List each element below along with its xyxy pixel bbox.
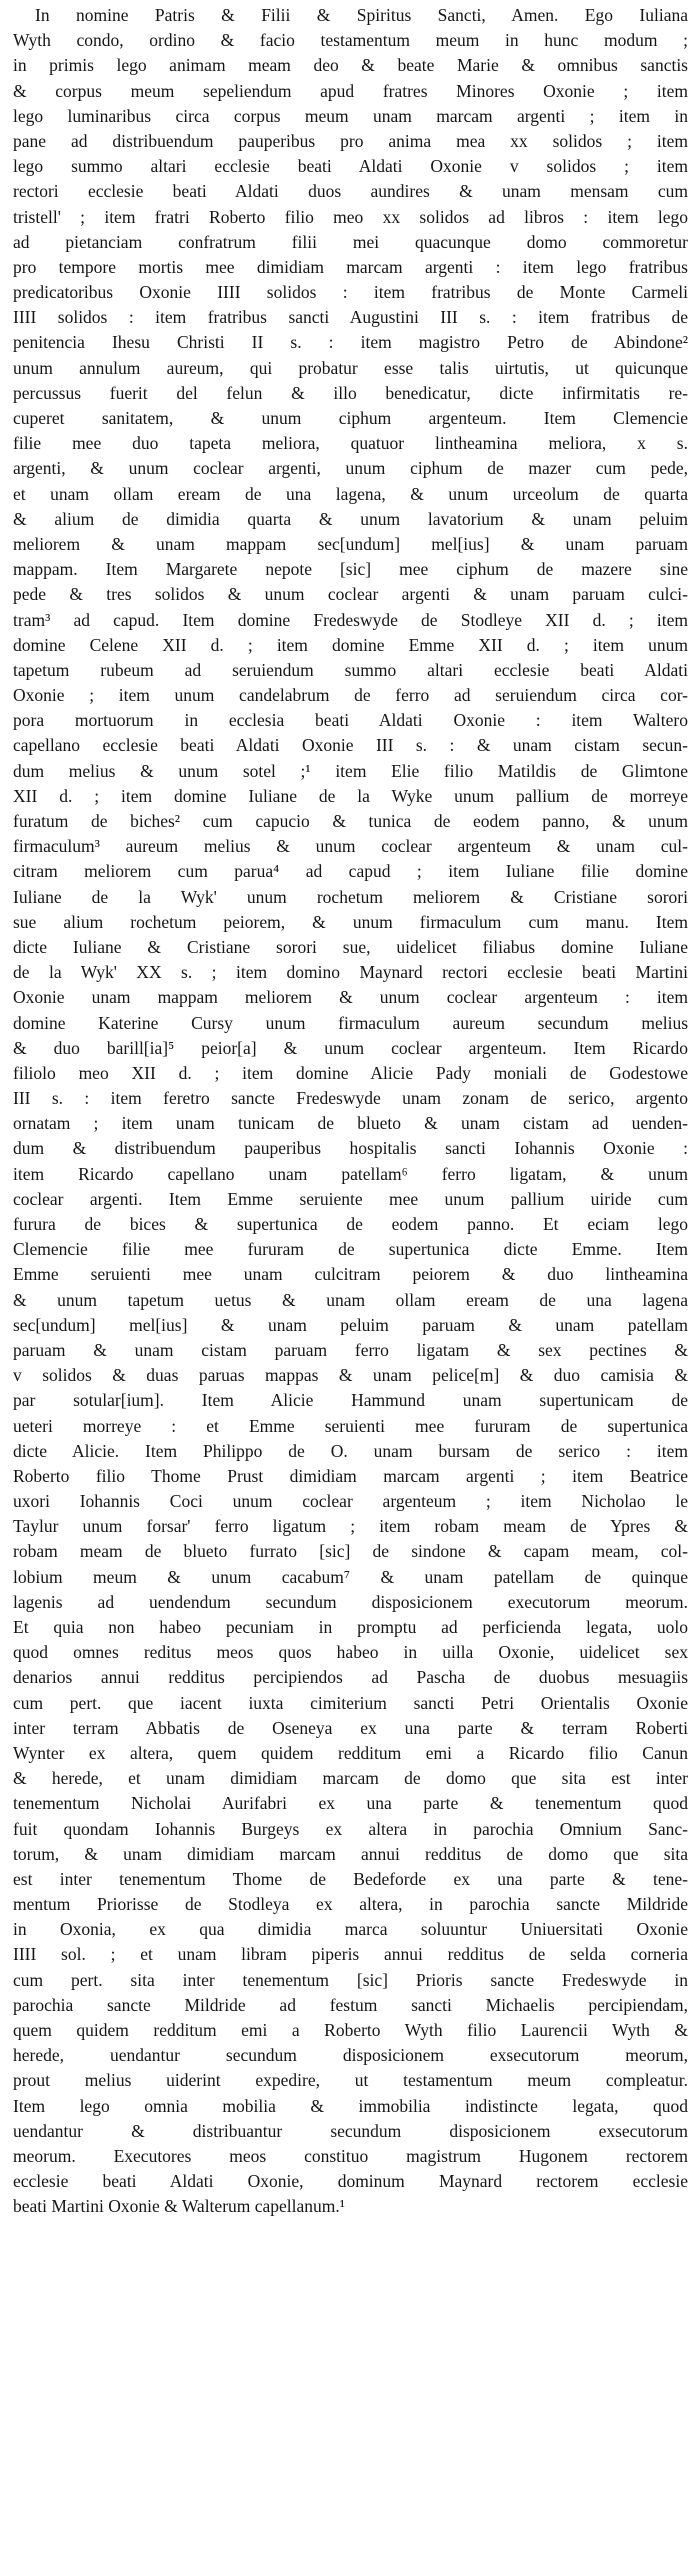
text-line: furura de bices & supertunica de eodem panno. Et eciam lego [13, 1214, 688, 1234]
text-line: v solidos & duas paruas mappas & unam pelice[m] & duo camisia & [13, 1365, 688, 1386]
text-line: penitencia Ihesu Christi II s. : item magistro Petro de Abindone² [13, 332, 688, 353]
text-line: robam meam de blueto furrato [sic] de sindone & capam meam, col- [13, 1541, 688, 1562]
text-line: quod omnes reditus meos quos habeo in uilla Oxonie, uidelicet sex [13, 1642, 688, 1663]
text-line: uxori Iohannis Coci unum coclear argenteum ; item Nicholao le [13, 1491, 688, 1512]
text-line: dicte Iuliane & Cristiane sorori sue, uidelicet filiabus domine Iuliane [13, 936, 688, 957]
text-line: tapetum rubeum ad seruiendum summo altari ecclesie beati Aldati [13, 659, 688, 680]
text-line: ornatam ; item unam tunicam de blueto & unam cistam ad uenden- [13, 1113, 688, 1134]
text-line: quem quidem redditum emi a Roberto Wyth filio Laurencii Wyth & [13, 2020, 688, 2040]
text-line: pro tempore mortis mee dimidiam marcam argenti : item lego fratribus [13, 256, 688, 277]
text-line: furatum de biches² cum capucio & tunica de eodem panno, & unum [13, 811, 688, 831]
text-line: III s. : item feretro sancte Fredeswyde unam zonam de serico, argento [13, 1088, 688, 1109]
text-line: & corpus meum sepeliendum apud fratres Minores Oxonie ; item [13, 80, 688, 101]
text-line: meliorem & unam mappam sec[undum] mel[ius] & unam paruam [13, 533, 688, 554]
text-line: sue alium rochetum peiorem, & unum firmaculum cum manu. Item [13, 911, 688, 932]
text-line: Roberto filio Thome Prust dimidiam marcam argenti ; item Beatrice [13, 1465, 688, 1486]
text-line: torum, & unam dimidiam marcam annui redditus de domo que sita [13, 1843, 688, 1864]
text-line: pede & tres solidos & unum coclear argenti & unam paruam culci- [13, 584, 688, 605]
text-line: de la Wyk' XX s. ; item domino Maynard rectori ecclesie beati Martini [13, 962, 688, 983]
text-line: item Ricardo capellano unam patellam⁶ ferro ligatam, & unum [13, 1163, 688, 1184]
text-line: cum pert. sita inter tenementum [sic] Prioris sancte Fredeswyde in [13, 1969, 688, 1990]
text-line: In nomine Patris & Filii & Spiritus Sancti, Amen. Ego Iuliana [35, 5, 688, 25]
text-line: Iuliane de la Wyk' unum rochetum meliorem & Cristiane sorori [13, 886, 688, 907]
text-line: lego summo altari ecclesie beati Aldati Oxonie v solidos ; item [13, 156, 688, 177]
text-line: lagenis ad uendendum secundum disposicionem executorum meorum. [13, 1591, 688, 1612]
text-line: capellano ecclesie beati Aldati Oxonie III s. : & unam cistam secun- [13, 735, 688, 756]
text-line: tristell' ; item fratri Roberto filio meo xx solidos ad libros : item lego [13, 206, 688, 227]
text-line: et unam ollam eream de una lagena, & unum urceolum de quarta [13, 483, 688, 504]
text-line: domine Celene XII d. ; item domine Emme XII d. ; item unum [13, 634, 688, 655]
text-line: beati Martini Oxonie & Walterum capellanum.¹ [13, 2196, 346, 2217]
text-line: firmaculum³ aureum melius & unum coclear argenteum & unam cul- [13, 836, 688, 857]
text-line: pora mortuorum in ecclesia beati Aldati Oxonie : item Waltero [13, 710, 688, 731]
text-line: est inter tenementum Thome de Bedeforde ex una parte & tene- [13, 1868, 688, 1889]
text-line: dum & distribuendum pauperibus hospitalis sancti Iohannis Oxonie : [13, 1138, 688, 1159]
text-line: argenti, & unum coclear argenti, unum ciphum de mazer cum pede, [13, 458, 688, 479]
text-line: herede, uendantur secundum disposicionem exsecutorum meorum, [13, 2045, 688, 2066]
text-line: denarios annui redditus percipiendos ad Pascha de duobus mesuagiis [13, 1667, 688, 1688]
text-line: cum pert. que iacent iuxta cimiterium sancti Petri Orientalis Oxonie [13, 1692, 688, 1713]
text-line: filie mee duo tapeta meliora, quatuor lintheamina meliora, x s. [13, 433, 688, 454]
text-line: lobium meum & unum cacabum⁷ & unam patellam de quinque [13, 1566, 688, 1587]
text-line: prout melius uiderint expedire, ut testamentum meum compleatur. [13, 2070, 688, 2091]
text-line: Item lego omnia mobilia & immobilia indistincte legata, quod [13, 2095, 688, 2116]
text-line: Oxonie unam mappam meliorem & unum coclear argenteum : item [13, 987, 688, 1008]
text-line: cuperet sanitatem, & unum ciphum argenteum. Item Clemencie [13, 408, 688, 428]
text-line: IIII solidos : item fratribus sancti Augustini III s. : item fratribus de [13, 307, 688, 328]
text-line: Et quia non habeo pecuniam in promptu ad perficienda legata, uolo [13, 1617, 688, 1637]
text-line: par sotular[ium]. Item Alicie Hammund unam supertunicam de [13, 1390, 688, 1411]
text-line: Wynter ex altera, quem quidem redditum emi a Ricardo filio Canun [13, 1742, 688, 1763]
text-line: IIII sol. ; et unam libram piperis annui redditus de selda corneria [13, 1944, 688, 1965]
text-line: Wyth condo, ordino & facio testamentum meum in hunc modum ; [13, 30, 688, 51]
text-line: parochia sancte Mildride ad festum sancti Michaelis percipiendam, [13, 1994, 688, 2015]
text-line: & herede, et unam dimidiam marcam de domo que sita est inter [13, 1768, 688, 1789]
text-line: in Oxonia, ex qua dimidia marca soluuntur Uniuersitati Oxonie [13, 1919, 688, 1940]
text-line: dum melius & unum sotel ;¹ item Elie filio Matildis de Glimtone [13, 760, 688, 781]
text-line: Clemencie filie mee fururam de supertunica dicte Emme. Item [13, 1239, 688, 1260]
text-line: rectori ecclesie beati Aldati duos aundires & unam mensam cum [13, 181, 688, 202]
text-line: domine Katerine Cursy unum firmaculum aureum secundum melius [13, 1012, 688, 1033]
text-line: ueteri morreye : et Emme seruienti mee fururam de supertunica [13, 1415, 688, 1436]
text-line: Taylur unum forsar' ferro ligatum ; item robam meam de Ypres & [13, 1516, 688, 1537]
text-line: tram³ ad capud. Item domine Fredeswyde de Stodleye XII d. ; item [13, 609, 688, 630]
text-line: in primis lego animam meam deo & beate Marie & omnibus sanctis [13, 55, 688, 76]
text-line: inter terram Abbatis de Oseneya ex una parte & terram Roberti [13, 1717, 688, 1738]
text-line: & alium de dimidia quarta & unum lavatorium & unam peluim [13, 508, 688, 529]
text-line: & unum tapetum uetus & unam ollam eream de una lagena [13, 1289, 688, 1310]
text-line: coclear argenti. Item Emme seruiente mee unum pallium uiride cum [13, 1188, 688, 1209]
text-line: unum annulum aureum, qui probatur esse talis uirtutis, ut quicunque [13, 357, 688, 378]
text-line: Emme seruienti mee unam culcitram peiorem & duo lintheamina [13, 1264, 688, 1285]
text-line: mappam. Item Margarete nepote [sic] mee ciphum de mazere sine [13, 559, 688, 580]
text-line: XII d. ; item domine Iuliane de la Wyke unum pallium de morreye [13, 785, 688, 806]
text-line: & duo barill[ia]⁵ peior[a] & unum coclear argenteum. Item Ricardo [13, 1037, 688, 1058]
text-line: lego luminaribus circa corpus meum unam marcam argenti ; item in [13, 105, 688, 126]
text-line: Oxonie ; item unum candelabrum de ferro ad seruiendum circa cor- [13, 685, 688, 706]
text-line: tenementum Nicholai Aurifabri ex una parte & tenementum quod [13, 1793, 688, 1814]
text-line: pane ad distribuendum pauperibus pro anima mea xx solidos ; item [13, 130, 688, 151]
text-line: uendantur & distribuantur secundum disposicionem exsecutorum [13, 2120, 688, 2141]
text-line: fuit quondam Iohannis Burgeys ex altera in parochia Omnium Sanc- [13, 1818, 688, 1839]
text-line: ecclesie beati Aldati Oxonie, dominum Maynard rectorem ecclesie [13, 2171, 688, 2192]
text-line: meorum. Executores meos constituo magistrum Hugonem rectorem [13, 2145, 688, 2166]
text-line: citram meliorem cum parua⁴ ad capud ; item Iuliane filie domine [13, 861, 688, 882]
text-line: dicte Alicie. Item Philippo de O. unam bursam de serico : item [13, 1440, 688, 1461]
text-line: paruam & unam cistam paruam ferro ligatam & sex pectines & [13, 1339, 688, 1360]
text-line: percussus fuerit del felun & illo benedicatur, dicte infirmitatis re- [13, 382, 688, 403]
text-line: sec[undum] mel[ius] & unam peluim paruam & unam patellam [13, 1314, 688, 1335]
text-line: mentum Priorisse de Stodleya ex altera, in parochia sancte Mildride [13, 1894, 688, 1915]
text-line: predicatoribus Oxonie IIII solidos : item fratribus de Monte Carmeli [13, 282, 688, 303]
text-line: filiolo meo XII d. ; item domine Alicie Pady moniali de Godestowe [13, 1062, 688, 1083]
text-line: ad pietanciam confratrum filii mei quacunque domo commoretur [13, 231, 688, 252]
